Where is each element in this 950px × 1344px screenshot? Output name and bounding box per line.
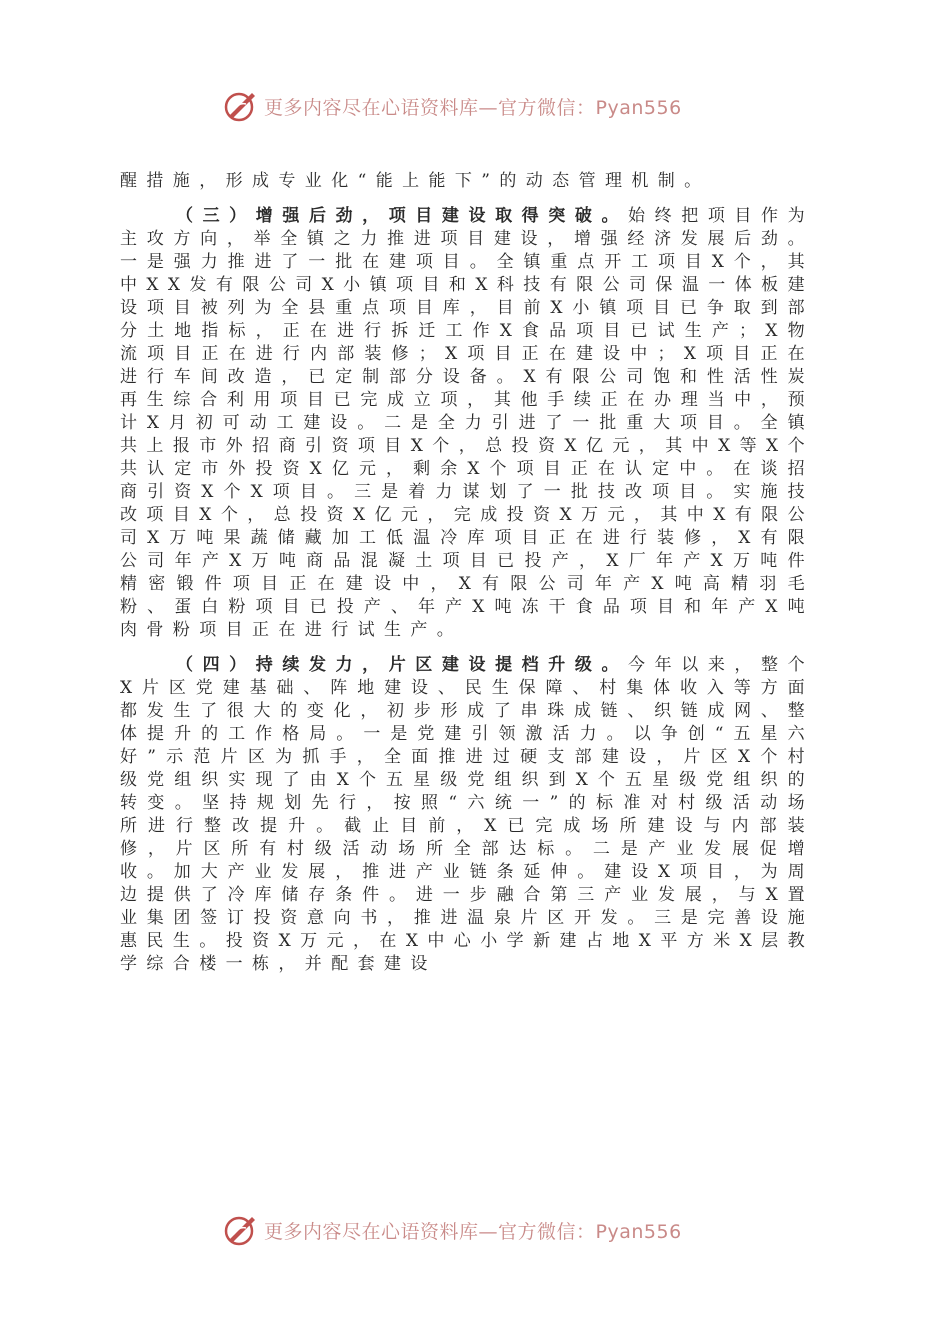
watermark-text: 更多内容尽在心语资料库—官方微信：Pyan556 <box>264 96 682 119</box>
watermark-text: 更多内容尽在心语资料库—官方微信：Pyan556 <box>264 1220 682 1243</box>
section-heading-4: （四）持续发力，片区建设提档升级。 <box>176 655 629 675</box>
pen-logo-icon <box>222 1212 258 1248</box>
wechat-id: Pyan556 <box>595 96 682 119</box>
wechat-id: Pyan556 <box>595 1220 682 1243</box>
paragraph-3 <box>120 654 814 976</box>
footer-watermark <box>222 1210 722 1250</box>
paragraph-text: 始终把项目作为主攻方向，举全镇之力推进项目建设，增强经济发展后劲。一是强力推进了一批在建项目。全镇重点开工项目X个，其中XX发有限公司X小镇项目和X科技有限公司保温一体板建设项目被列为全县重点项目库，目前X小镇项目已争取到部分土地指标，正在进行拆迁工作X食品项目已试生产；X物流项目正在进行内部装修；X项目正在建设中；X项目正在进行车间改造，已定制部分设备。X有限公司饱和性活性炭再生综合利用项目已完成立项，其他手续正在办理当中，预计X月初可动工建设。二是全力引进了一批重大项目。全镇共上报市外招商引资项目X个，总投资X亿元，其中X等X个共认定市外投资X亿元，剩余X个项目正在认定中。在谈招商引资X个X项目。三是着力谋划了一批技改项目。实施技改项目X个，总投资X亿元，完成投资X万元，其中X有限公司X万吨果蔬储藏加工低温冷库项目正在进行装修，X有限公司年产X万吨商品混凝土项目已投产，X厂年产X万吨件精密锻件项目正在建设中，X有限公司年产X吨高精羽毛粉、蛋白粉项目已投产、年产X吨冻干食品项目和年产X吨肉骨粉项目正在进行试生产。 <box>120 206 814 640</box>
pen-logo-icon <box>222 88 258 124</box>
paragraph-2 <box>120 205 814 642</box>
section-heading-3: （三）增强后劲，项目建设取得突破。 <box>176 206 629 226</box>
paragraph-text: 今年以来，整个X片区党建基础、阵地建设、民生保障、村集体收入等方面都发生了很大的变化，初步形成了串珠成链、织链成网、整体提升的工作格局。一是党建引领激活力。以争创“五星六好”示范片区为抓手，全面推进过硬支部建设，片区X个村级党组织实现了由X个五星级党组织到X个五星级党组织的转变。坚持规划先行，按照“六统一”的标准对村级活动场所进行整改提升。截止目前，X已完成场所建设与内部装修，片区所有村级活动场所全部达标。二是产业发展促增收。加大产业发展，推进产业链条延伸。建设X项目，为周边提供了冷库储存条件。进一步融合第三产业发展，与X置业集团签订投资意向书，推进温泉片区开发。三是完善设施惠民生。投资X万元，在X中心小学新建占地X平方米X层教学综合楼一栋，并配套建设 <box>120 655 814 974</box>
paragraph-1 <box>120 170 814 193</box>
document-body <box>120 170 814 988</box>
header-watermark <box>222 86 722 126</box>
paragraph-text: 醒措施，形成专业化“能上能下”的动态管理机制。 <box>120 171 711 191</box>
